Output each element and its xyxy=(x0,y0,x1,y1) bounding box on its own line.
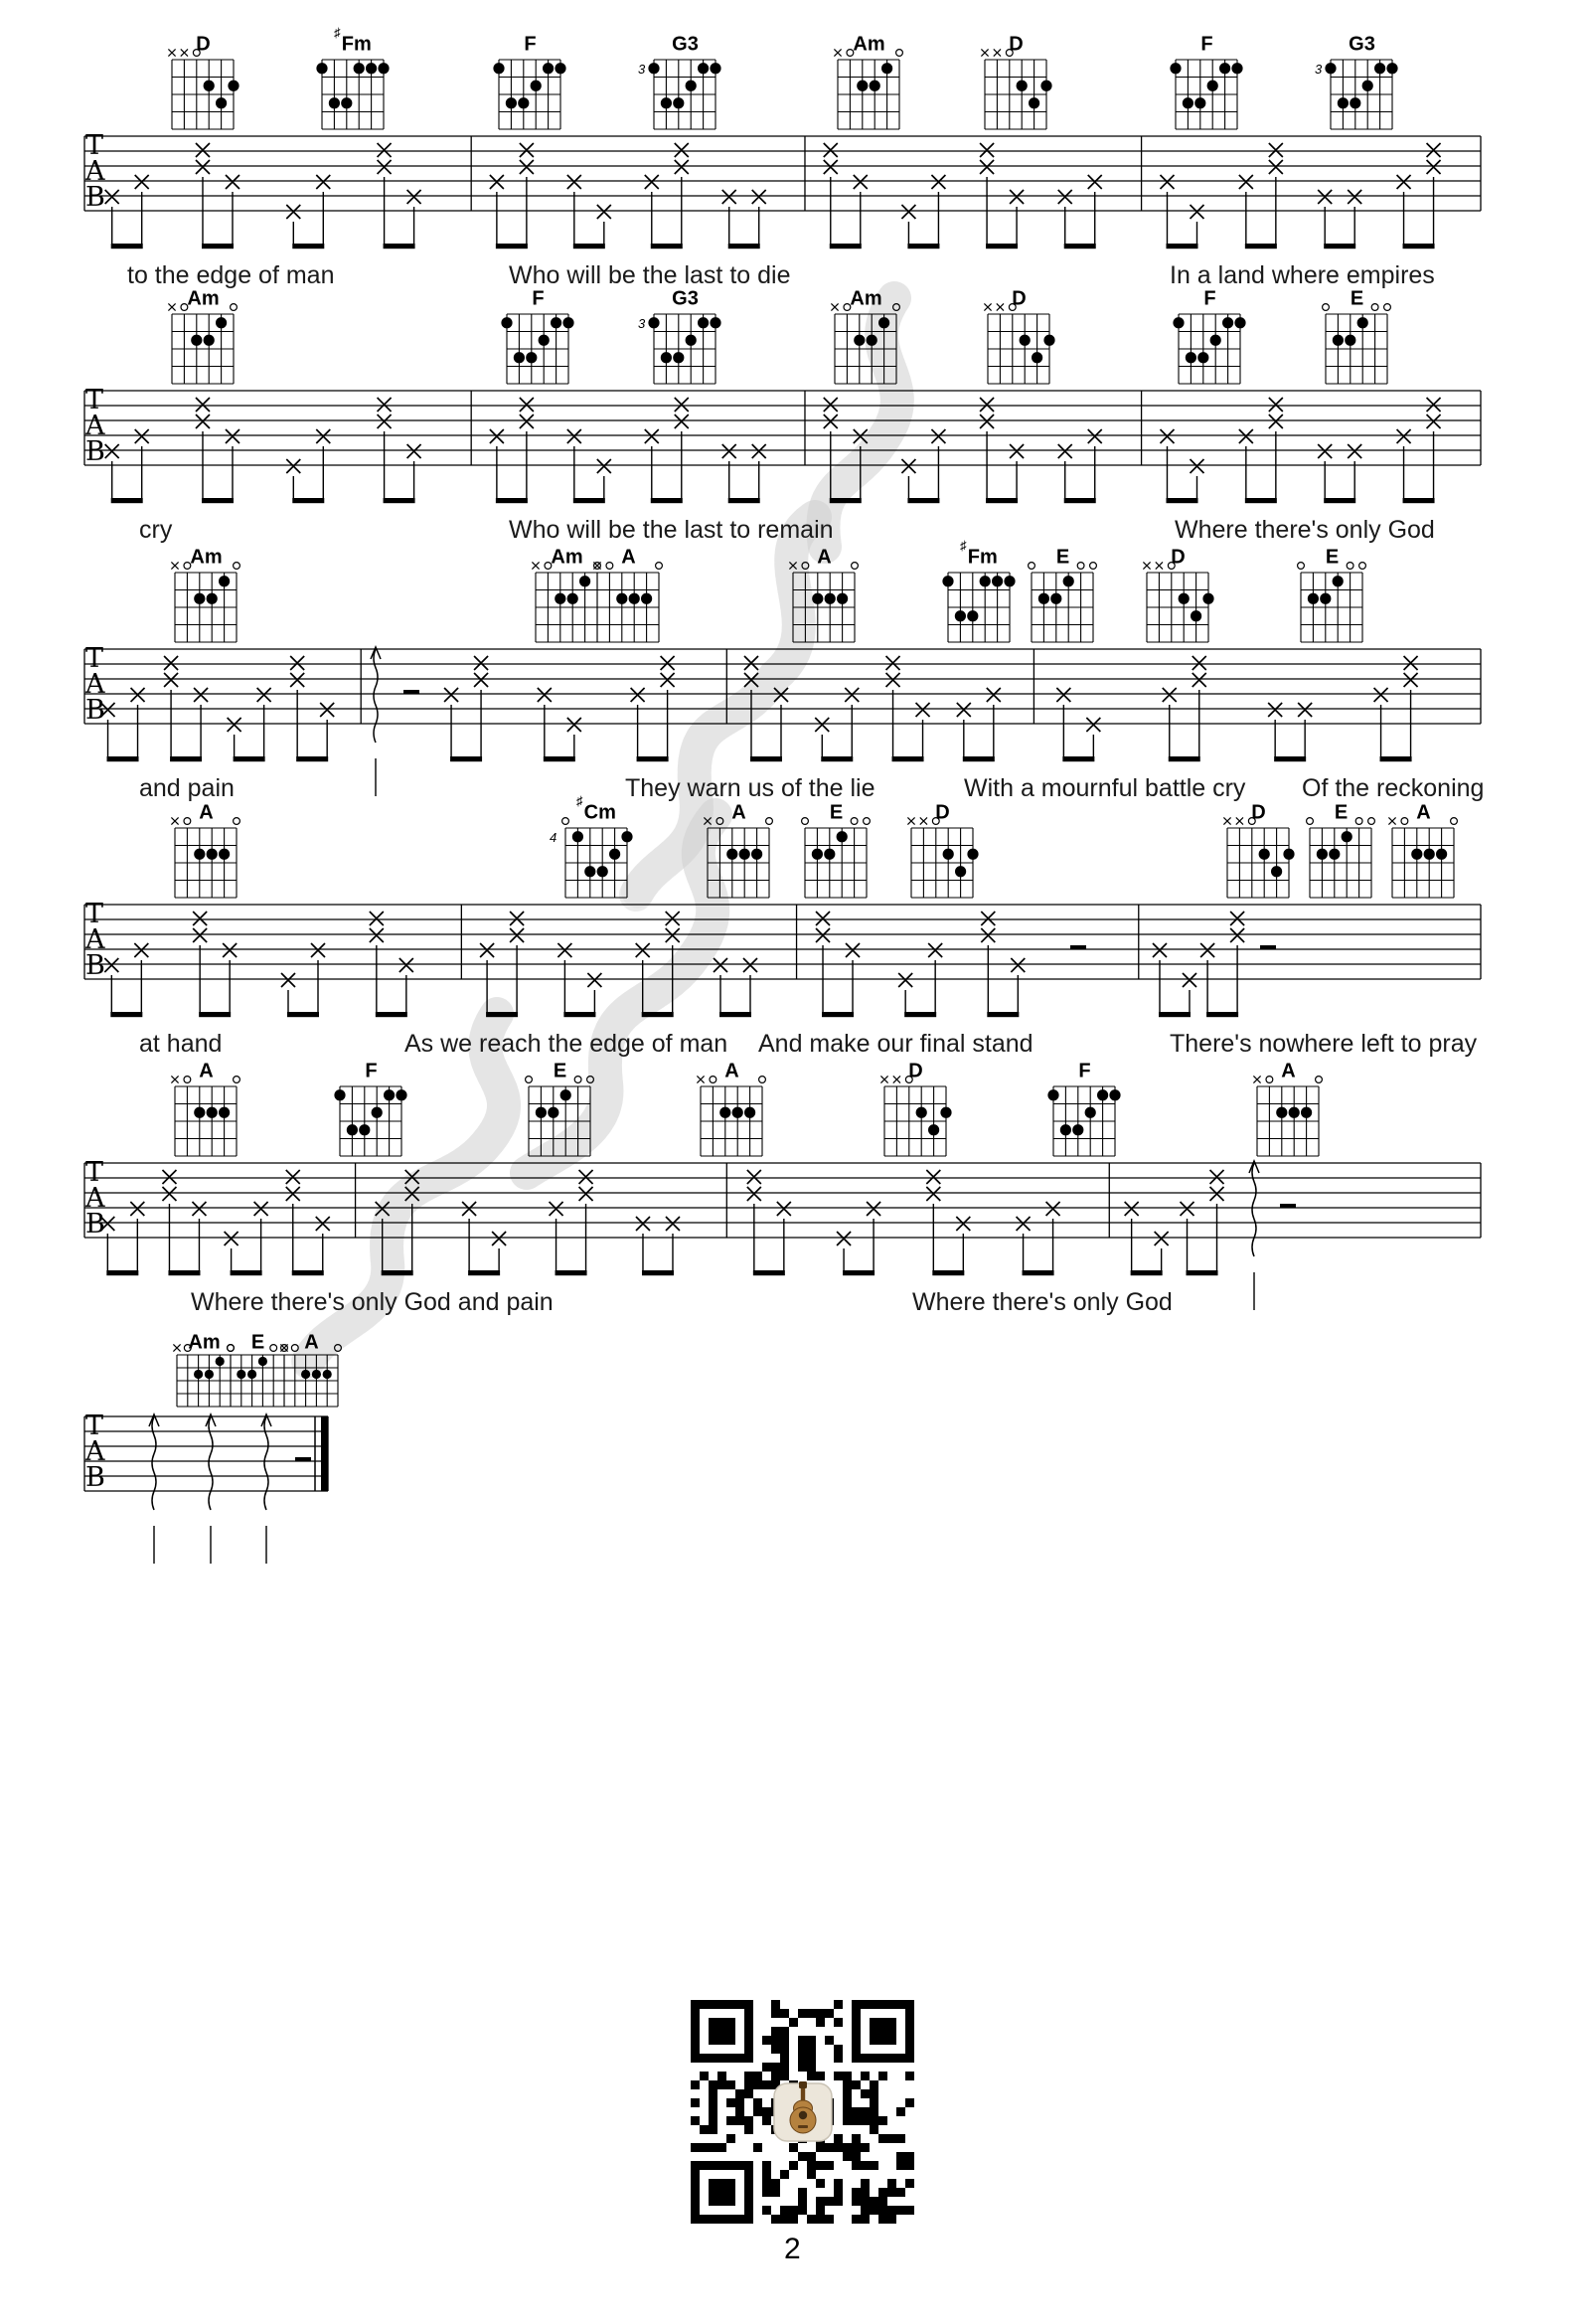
lyric-text: Where there's only God xyxy=(1175,516,1435,544)
chord-diagram xyxy=(168,49,238,129)
qr-guitar-icon xyxy=(774,2081,832,2141)
lyric-text: Of the reckoning xyxy=(1302,774,1485,802)
chord-name-text: F xyxy=(1203,287,1216,310)
tab-clef-letter: B xyxy=(85,1209,105,1240)
chord-name-text: F xyxy=(524,33,537,56)
chord-name-text: G3 xyxy=(1349,33,1375,56)
chord-diagram xyxy=(1170,60,1242,129)
chord-diagram xyxy=(171,817,239,898)
lyric-text: In a land where empires xyxy=(1170,261,1435,289)
tab-clef-letter: T xyxy=(85,1411,104,1441)
chord-diagram xyxy=(1388,817,1457,898)
chord-name-text: E xyxy=(1350,287,1364,310)
chord-base-fret: 3 xyxy=(638,62,646,77)
chord-name-text: F xyxy=(1200,33,1213,56)
tab-clef-letter: T xyxy=(85,1157,104,1188)
qr-code xyxy=(691,2000,914,2224)
chord-name-text: D xyxy=(1171,546,1186,569)
tab-clef-letter: B xyxy=(85,950,105,981)
chord-diagram xyxy=(501,314,573,384)
chord-diagram xyxy=(171,562,239,642)
chord-diagram xyxy=(1323,304,1391,384)
tab-clef-letter: B xyxy=(85,695,105,726)
sharp-sign: ♯ xyxy=(960,538,967,553)
chord-name-text: A xyxy=(621,546,636,569)
chord-name-text: Am xyxy=(190,546,223,569)
chord-diagram xyxy=(1298,563,1366,642)
chord-diagram xyxy=(168,303,237,384)
chord-name-text: D xyxy=(1012,287,1027,310)
chord-name-text: F xyxy=(1078,1060,1091,1082)
lyric-text: There's nowhere left to pray xyxy=(1170,1030,1478,1058)
chord-name-text: E xyxy=(829,801,844,824)
lyric-text: at hand xyxy=(139,1030,223,1058)
tab-clef-letter: T xyxy=(85,130,104,161)
chord-name-text: A xyxy=(731,801,746,824)
chord-diagram xyxy=(981,49,1051,129)
chord-base-fret: 3 xyxy=(1315,62,1323,77)
lyric-text: Where there's only God xyxy=(912,1288,1173,1316)
lyric-text: They warn us of the lie xyxy=(625,774,875,802)
chord-diagram xyxy=(697,1076,765,1156)
sharp-sign: ♯ xyxy=(576,793,583,808)
chord-name-text: A xyxy=(199,1060,214,1082)
chord-diagram xyxy=(1029,563,1097,642)
chord-name-text: A xyxy=(1281,1060,1296,1082)
chord-diagram xyxy=(648,60,720,129)
tab-system xyxy=(84,391,1481,503)
chord-diagram xyxy=(171,1076,239,1156)
chord-diagram xyxy=(493,60,565,129)
chord-diagram xyxy=(942,573,1015,642)
chord-name-text: D xyxy=(908,1060,923,1082)
lyric-text: Who will be the last to die xyxy=(509,261,791,289)
chord-diagram xyxy=(593,562,662,642)
chord-name-text: D xyxy=(1251,801,1266,824)
chord-name-text: Am xyxy=(188,1331,221,1354)
lyric-text: and pain xyxy=(139,774,235,802)
chord-diagram xyxy=(532,562,600,642)
chord-diagram xyxy=(228,1345,288,1407)
tab-clef-letter: T xyxy=(85,899,104,929)
chord-diagram xyxy=(316,60,389,129)
tab-clef-letter: A xyxy=(85,1183,105,1214)
page-number: 2 xyxy=(784,2233,801,2265)
tab-clef-letter: A xyxy=(85,924,105,955)
chord-name-text: Cm xyxy=(583,801,616,824)
chord-name-text: A xyxy=(199,801,214,824)
chord-base-fret: 3 xyxy=(638,316,646,331)
sharp-sign: ♯ xyxy=(334,25,341,40)
chord-name-text: Fm xyxy=(341,33,372,56)
chord-name-text: E xyxy=(1055,546,1070,569)
chord-diagram xyxy=(1143,562,1213,642)
chord-diagram xyxy=(984,303,1054,384)
chord-name-text: E xyxy=(553,1060,567,1082)
chord-name-text: G3 xyxy=(672,33,699,56)
chord-diagram xyxy=(1325,60,1397,129)
tab-clef-letter: A xyxy=(85,411,105,441)
chord-name-text: G3 xyxy=(672,287,699,310)
chord-name-text: A xyxy=(1416,801,1431,824)
chord-diagram xyxy=(907,817,978,898)
chord-diagram xyxy=(834,49,902,129)
tab-clef-letter: A xyxy=(85,1436,105,1467)
tab-system xyxy=(84,1414,328,1564)
tab-clef-letter: A xyxy=(85,669,105,700)
tab-system xyxy=(84,1161,1481,1310)
lyric-text: With a mournful battle cry xyxy=(964,774,1246,802)
chord-name-text: Fm xyxy=(967,546,998,569)
chord-name-text: E xyxy=(250,1331,265,1354)
tab-clef-letter: B xyxy=(85,1462,105,1493)
chord-name-text: Am xyxy=(850,287,882,310)
chord-name-text: D xyxy=(1009,33,1024,56)
chord-name-text: A xyxy=(817,546,832,569)
chord-diagram xyxy=(1307,818,1375,898)
tab-clef-letter: B xyxy=(85,436,105,467)
chord-diagram xyxy=(648,314,720,384)
tab-system xyxy=(84,136,1481,249)
chord-base-fret: 4 xyxy=(550,830,557,845)
lyric-text: Where there's only God and pain xyxy=(191,1288,554,1316)
tab-clef-letter: T xyxy=(85,385,104,415)
chord-name-text: A xyxy=(724,1060,739,1082)
chord-name-text: Am xyxy=(187,287,220,310)
chord-diagram xyxy=(334,1086,406,1156)
tab-clef-letter: A xyxy=(85,156,105,187)
chord-name-text: Am xyxy=(551,546,583,569)
chord-name-text: F xyxy=(532,287,545,310)
chord-name-text: D xyxy=(196,33,211,56)
chord-name-text: E xyxy=(1334,801,1349,824)
chord-name-text: A xyxy=(304,1331,319,1354)
chord-diagram xyxy=(1253,1076,1322,1156)
chord-diagram xyxy=(802,818,871,898)
chord-name-text: E xyxy=(1325,546,1340,569)
lyric-text: As we reach the edge of man xyxy=(404,1030,728,1058)
chord-diagram xyxy=(1223,817,1294,898)
tab-system xyxy=(84,905,1481,1017)
chord-diagram xyxy=(173,1344,234,1407)
chord-diagram xyxy=(1173,314,1245,384)
lyric-text: Who will be the last to remain xyxy=(509,516,834,544)
tab-clef-letter: T xyxy=(85,643,104,674)
tab-clef-letter: B xyxy=(85,182,105,213)
chord-diagram xyxy=(880,1076,951,1156)
chord-name-text: Am xyxy=(853,33,885,56)
chord-diagram xyxy=(1047,1086,1120,1156)
chord-name-text: D xyxy=(935,801,950,824)
lyric-text: And make our final stand xyxy=(758,1030,1034,1058)
chord-name-text: F xyxy=(365,1060,378,1082)
lyric-text: cry xyxy=(139,516,173,544)
lyric-text: to the edge of man xyxy=(127,261,335,289)
